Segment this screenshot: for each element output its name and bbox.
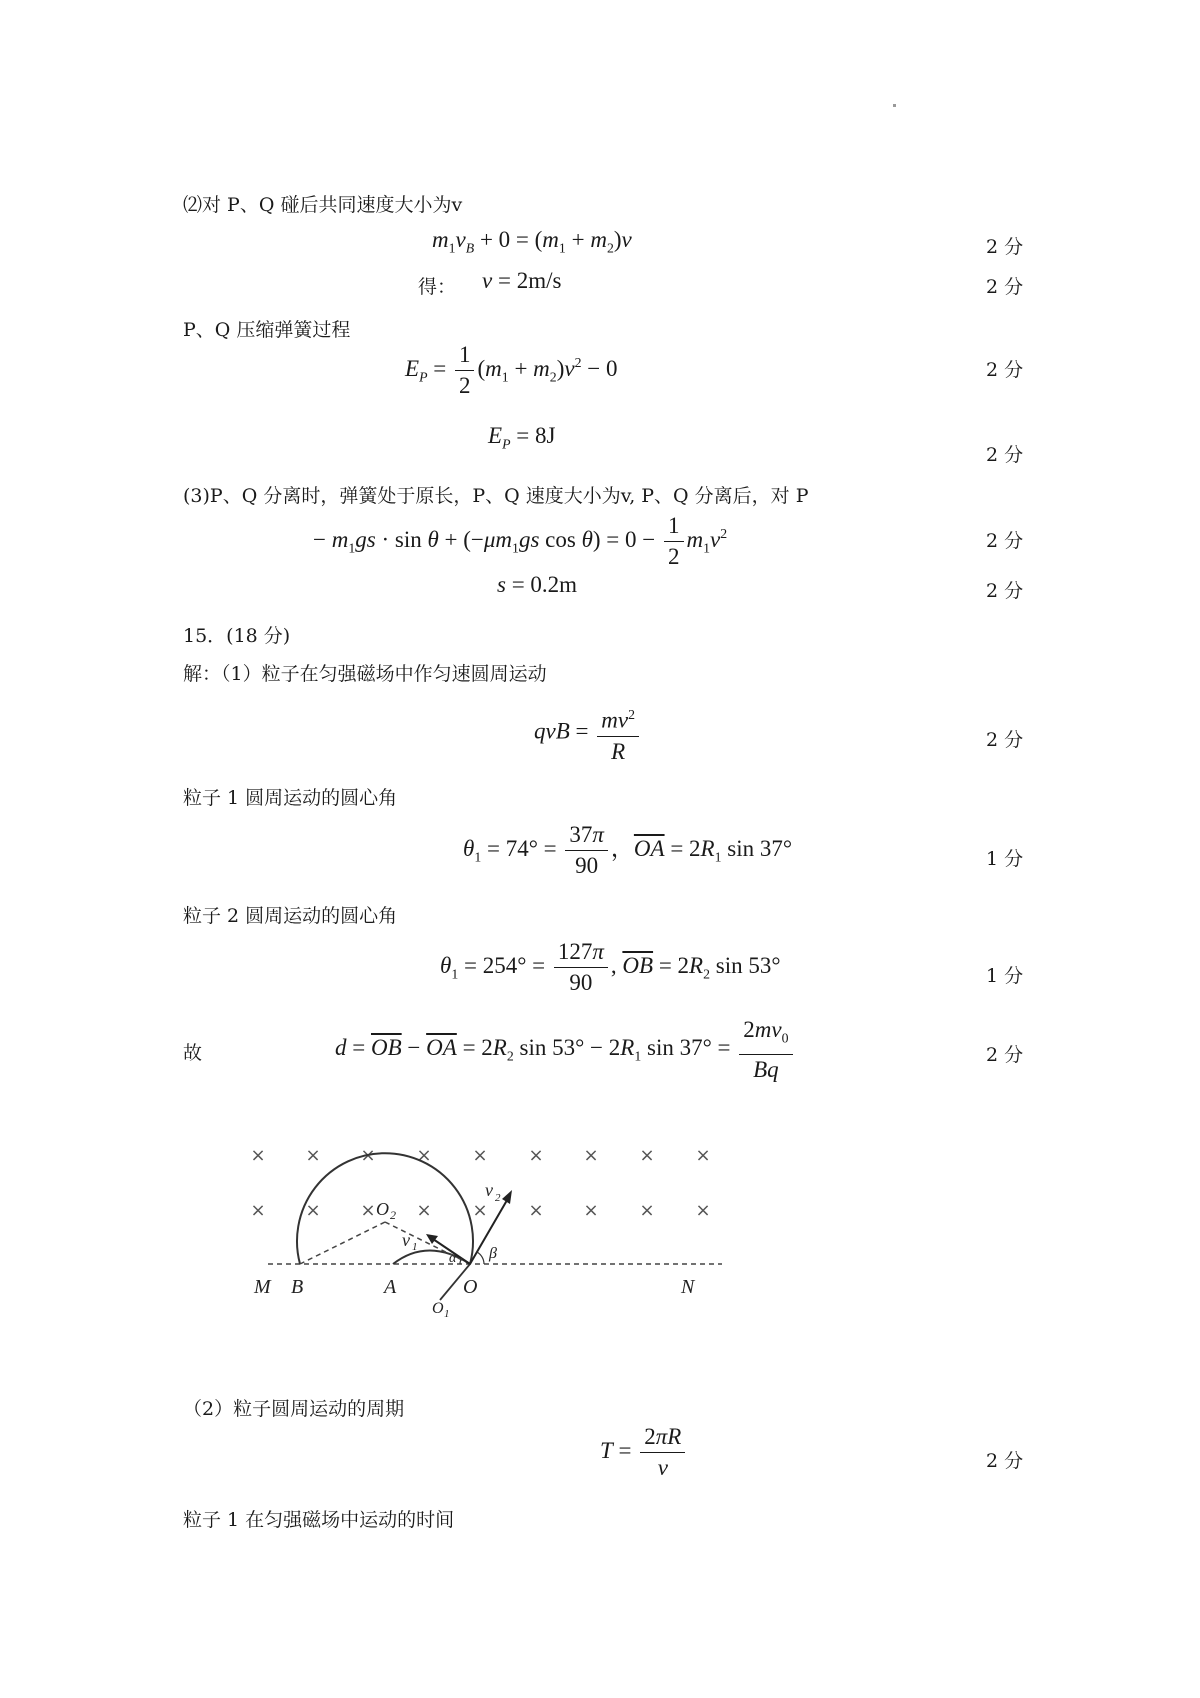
- field-mark: ×: [639, 1145, 655, 1166]
- velocity-result: v = 2m/s: [482, 268, 562, 293]
- field-mark: ×: [305, 1200, 321, 1221]
- label-b: B: [291, 1276, 304, 1298]
- field-mark: ×: [472, 1145, 488, 1166]
- field-mark: ×: [416, 1200, 432, 1221]
- field-mark: ×: [305, 1145, 321, 1166]
- field-mark: ×: [528, 1145, 544, 1166]
- part3-intro: (3)P、Q 分离时，弹簧处于原长，P、Q 速度大小为v, P、Q 分离后，对 P: [183, 485, 809, 507]
- score-work-energy: 2 分: [986, 530, 1024, 552]
- label-beta: β: [489, 1245, 497, 1262]
- label-o2-sub: 2: [390, 1208, 396, 1222]
- label-alpha: α: [449, 1251, 457, 1266]
- label-v2: v: [485, 1180, 493, 1200]
- field-mark: ×: [250, 1200, 266, 1221]
- score-distance: 2 分: [986, 580, 1024, 602]
- field-mark: ×: [695, 1200, 711, 1221]
- distance-result: s = 0.2m: [497, 572, 578, 597]
- field-mark: ×: [472, 1200, 488, 1221]
- field-mark: ×: [250, 1145, 266, 1166]
- time-intro: 粒子 1 在匀强磁场中运动的时间: [183, 1509, 455, 1531]
- energy-value: $E_P = 8J$: [488, 423, 556, 452]
- field-mark: ×: [695, 1145, 711, 1166]
- score-momentum: 2 分: [986, 236, 1024, 258]
- score-particle1: 1 分: [986, 848, 1024, 870]
- q15-solution-intro: 解：（1）粒子在匀强磁场中作匀速圆周运动: [183, 663, 547, 685]
- particle2-intro: 粒子 2 圆周运动的圆心角: [183, 905, 398, 927]
- score-force: 2 分: [986, 729, 1024, 751]
- label-o2: O: [376, 1199, 389, 1219]
- momentum-equation: $m_1v_B + 0 = (m_1 + m_2)v$: [432, 227, 632, 256]
- label-a: A: [384, 1276, 397, 1298]
- score-particle2: 1 分: [986, 965, 1024, 987]
- beta-angle-mark: [477, 1252, 484, 1264]
- label-o: O: [463, 1276, 478, 1298]
- score-velocity: 2 分: [986, 276, 1024, 298]
- result-label: 得：: [418, 276, 457, 298]
- velocity-v2-arrowhead: [502, 1190, 512, 1204]
- label-v1-sub: 1: [412, 1241, 418, 1253]
- particle1-intro: 粒子 1 圆周运动的圆心角: [183, 787, 398, 809]
- conclusion-label: 故: [183, 1042, 203, 1064]
- score-energy: 2 分: [986, 359, 1024, 381]
- part2-intro: ⑵对 P、Q 碰后共同速度大小为v: [183, 194, 463, 216]
- score-conclusion: 2 分: [986, 1044, 1024, 1066]
- energy-equation: $E_P$ = $\frac{1}{2}$ $(m_1 + m_2)v^2 - 0$: [405, 342, 618, 398]
- label-v2-sub: 2: [495, 1192, 501, 1204]
- work-energy-equation: − $m_1gs \cdot \sin \theta + (-\mu m_1gs$ cos θ) = 0 − $\frac{1}{2}$ $m_1v^2$: [313, 513, 728, 569]
- force-equation: qvB = $\frac{mv^2}{R}$: [534, 700, 642, 767]
- label-n: N: [681, 1276, 695, 1298]
- field-mark: ×: [416, 1145, 432, 1166]
- period-intro: （2）粒子圆周运动的周期: [183, 1398, 405, 1420]
- field-mark: ×: [583, 1200, 599, 1221]
- period-equation: T = $\frac{2\pi R}{v}$: [600, 1422, 688, 1483]
- field-mark: ×: [528, 1200, 544, 1221]
- field-mark: ×: [639, 1200, 655, 1221]
- radius-o2-b: [300, 1222, 385, 1264]
- particle1-equation: $\theta_1 = 74^\circ$ = $\frac{37\pi}{90}$ ，$\overline{OA} = 2R_1$ sin 37°: [463, 822, 793, 878]
- particle2-equation: $\theta_1 = 254^\circ$ = $\frac{127\pi}{90}$ , $\overline{OB} = 2R_2$ sin 53°: [440, 939, 781, 995]
- label-m: M: [254, 1276, 271, 1298]
- score-period: 2 分: [986, 1450, 1024, 1472]
- score-energy-value: 2 分: [986, 444, 1024, 466]
- spring-intro: P、Q 压缩弹簧过程: [183, 319, 351, 341]
- label-o1: O: [432, 1300, 444, 1317]
- field-mark: ×: [360, 1145, 376, 1166]
- field-mark: ×: [583, 1145, 599, 1166]
- conclusion-equation: $d = \overline{OB} - \overline{OA} = 2R_2$ $\sin 53^\circ - 2R_1$ sin 37° = $\frac{2mv_0}{Bq}$: [335, 1015, 796, 1085]
- label-o1-sub: 1: [444, 1308, 450, 1320]
- label-v1: v: [402, 1230, 410, 1250]
- q15-header: 15．(18 分): [183, 625, 291, 647]
- field-mark: ×: [360, 1200, 376, 1221]
